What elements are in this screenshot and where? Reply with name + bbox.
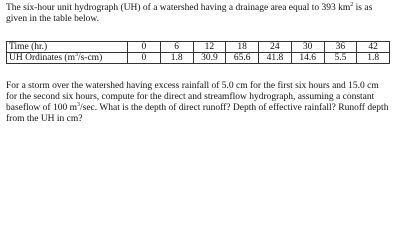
ordinate-label-text: UH Ordinates (m: [9, 53, 75, 63]
question-superscript: 3: [76, 101, 80, 108]
time-row: [7, 42, 390, 53]
ordinate-cell: 65.6: [226, 53, 259, 64]
intro-superscript: 2: [350, 1, 354, 8]
ordinate-row: [7, 53, 390, 64]
ordinate-cell: 0: [128, 53, 161, 64]
ordinate-cell: 30.9: [193, 53, 226, 64]
intro-text-end: is as given in the table below.: [6, 3, 373, 24]
ordinate-cell: 41.8: [259, 53, 292, 64]
time-cell: 12: [193, 42, 226, 53]
time-label: Time (hr.): [7, 42, 128, 53]
unit-hydrograph-table: [6, 41, 390, 64]
ordinate-cell: 5.5: [324, 53, 357, 64]
ordinate-label: [7, 53, 128, 64]
time-cell: 30: [291, 42, 324, 53]
time-cell: 0: [128, 42, 161, 53]
ordinate-cell: 14.6: [291, 53, 324, 64]
question-paragraph: [6, 81, 391, 125]
intro-paragraph: [6, 3, 391, 25]
time-cell: 6: [160, 42, 193, 53]
time-cell: 42: [357, 42, 390, 53]
question-text-end: /sec. What is the depth of direct runoff? Depth of effective rainfall? Runoff depth from the UH in cm?: [6, 103, 389, 124]
time-cell: 24: [259, 42, 292, 53]
ordinate-label-superscript: 3: [74, 51, 78, 58]
ordinate-cell: 1.8: [357, 53, 390, 64]
ordinate-label-unit: /s-cm): [77, 53, 103, 63]
ordinate-cell: 1.8: [160, 53, 193, 64]
question-text: For a storm over the watershed having excess rainfall of 5.0 cm for the first six hours and 15.0 cm for the second six hours, compute for the direct and streamflow hydrograph, assuming a constant baseflow of 100 m: [6, 81, 379, 113]
intro-text: The six-hour unit hydrograph (UH) of a watershed having a drainage area equal to 393 km: [6, 3, 351, 13]
time-cell: 36: [324, 42, 357, 53]
time-cell: 18: [226, 42, 259, 53]
